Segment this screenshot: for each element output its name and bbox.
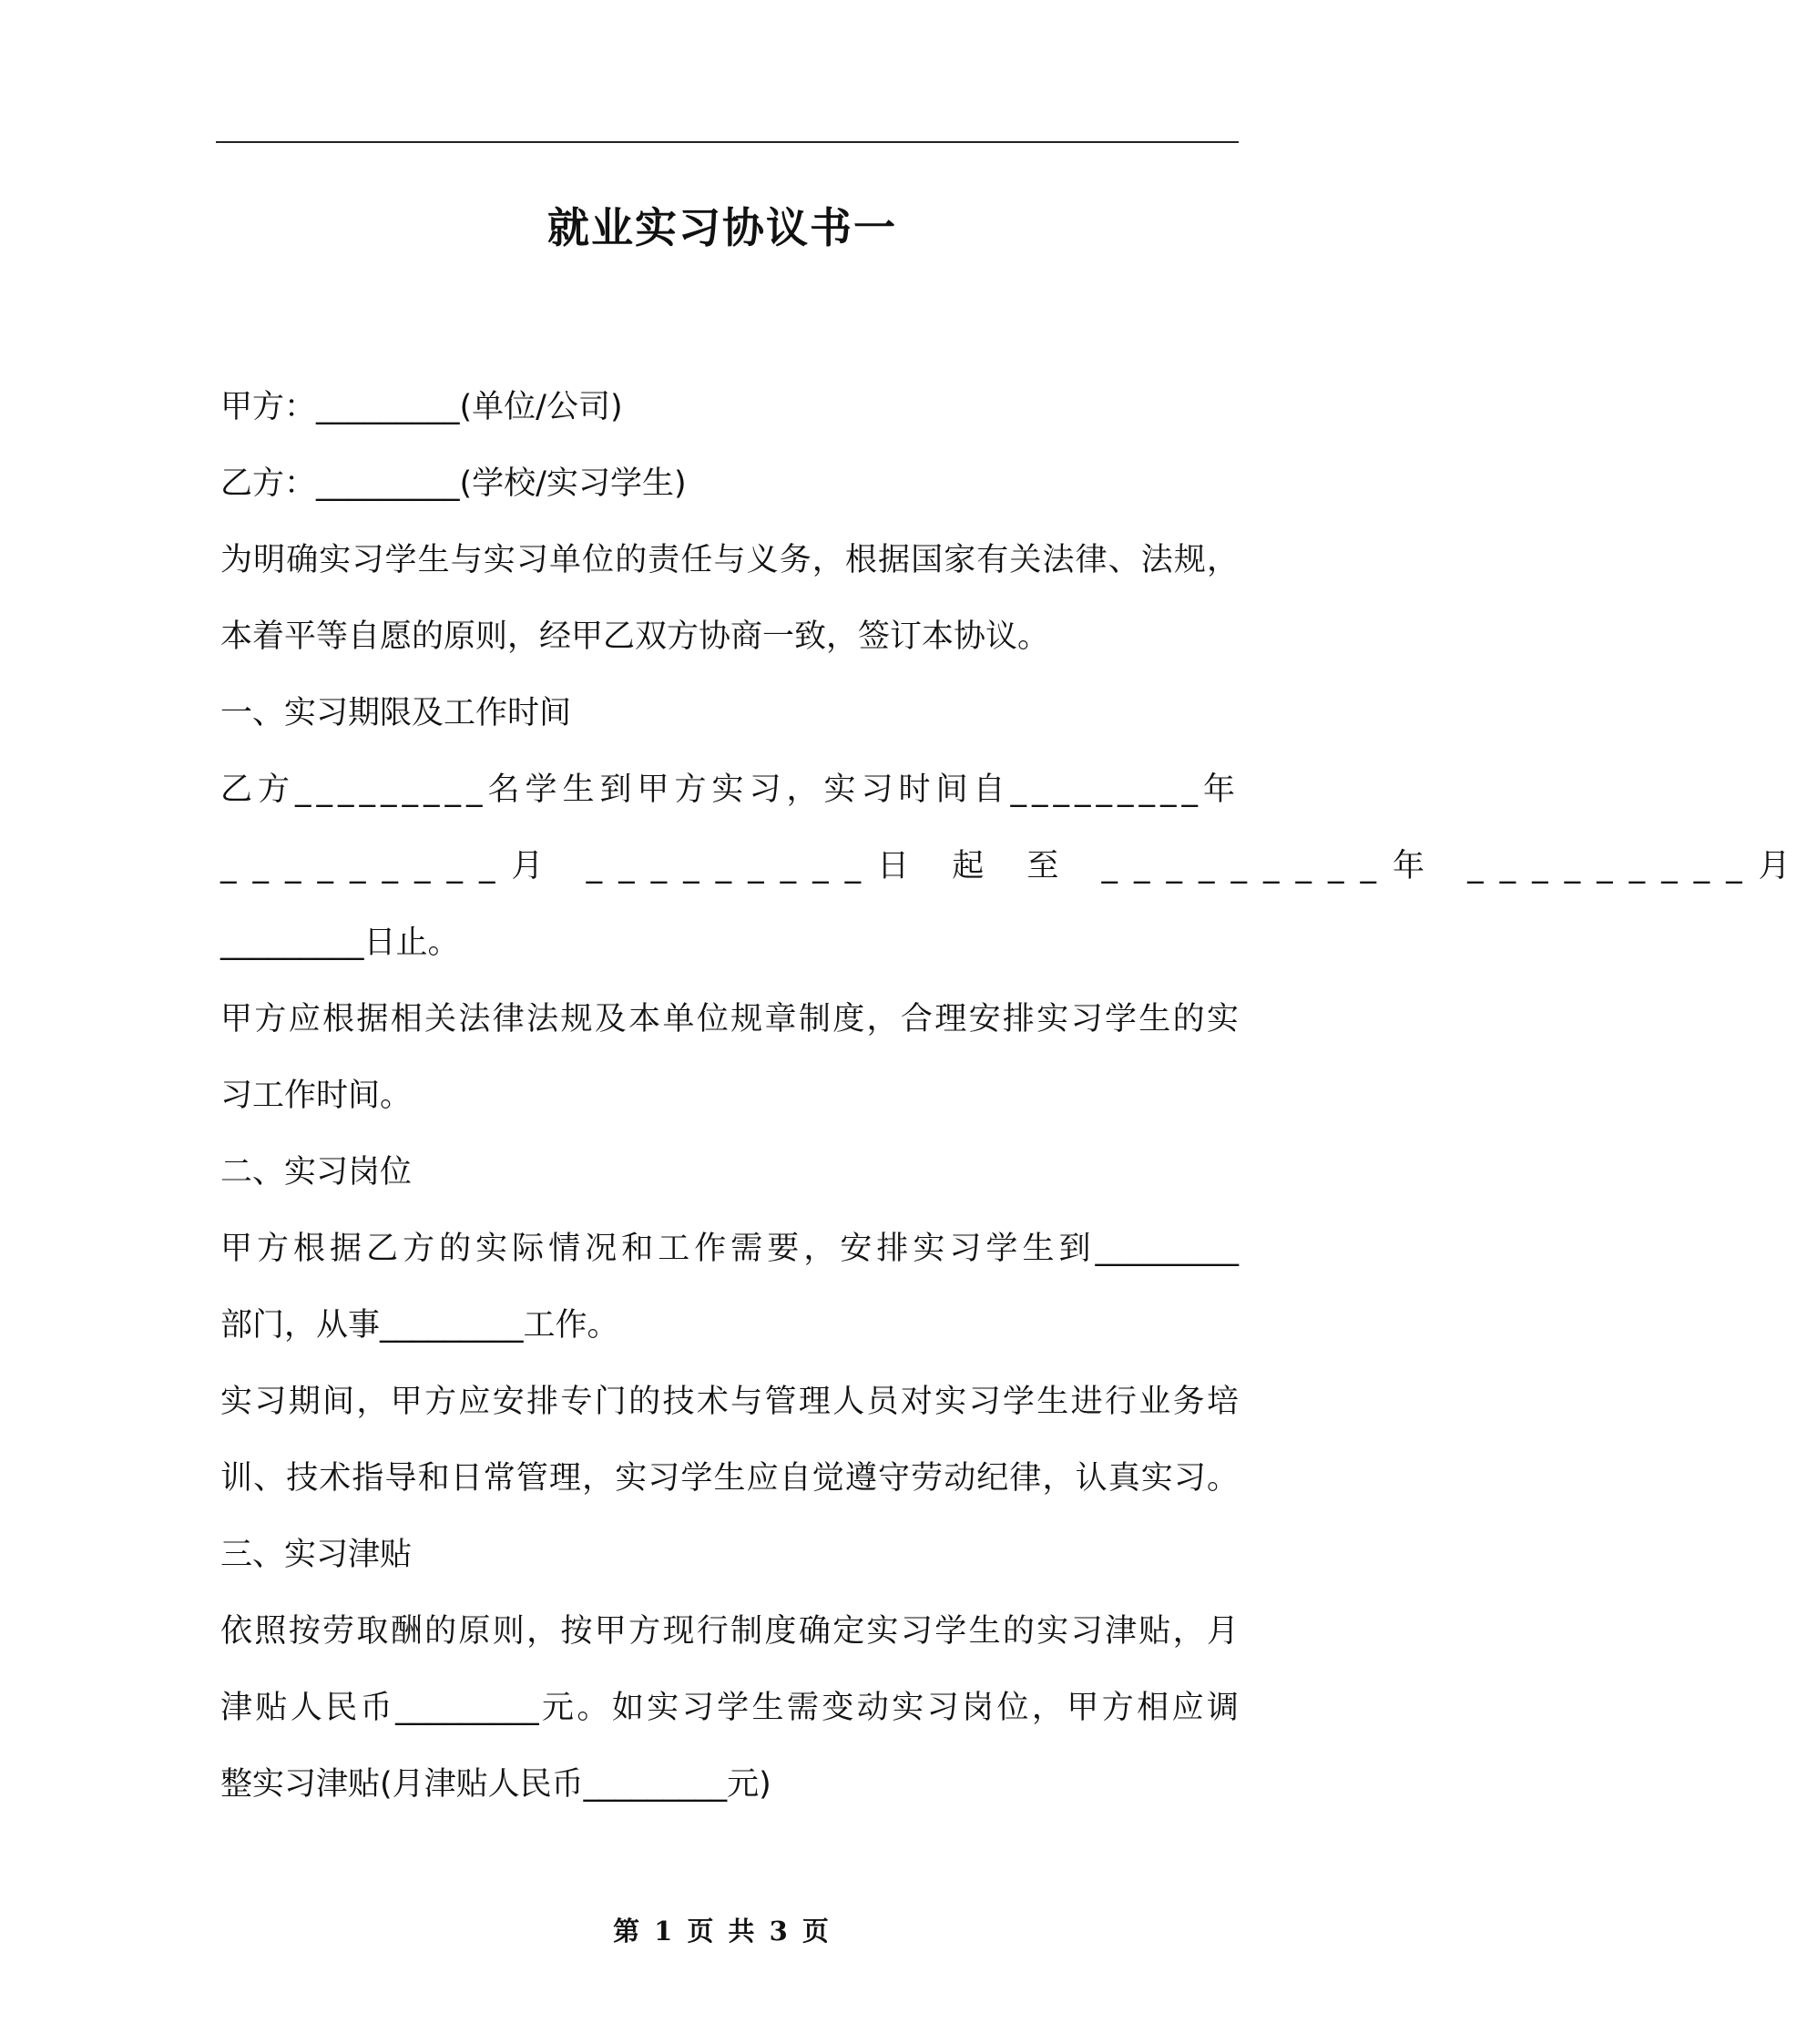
- paragraph-line: 习工作时间。: [220, 1078, 413, 1114]
- document-body: [220, 369, 1807, 1823]
- section-heading: 一、实习期限及工作时间: [220, 695, 572, 731]
- paragraph-line: 为明确实习学生与实习单位的责任与义务，根据国家有关法律、法规，: [220, 542, 1239, 578]
- party-a-line: 甲方：_________(单位/公司): [220, 389, 623, 425]
- section-heading: 三、实习津贴: [220, 1537, 413, 1573]
- document-title: 就业实习协议书一: [547, 203, 897, 252]
- header-rule: [216, 141, 1239, 143]
- paragraph-line: 训、技术指导和日常管理，实习学生应自觉遵守劳动纪律，认真实习。: [220, 1460, 1239, 1497]
- paragraph-line: _________日止。: [220, 925, 460, 961]
- section-heading: 二、实习岗位: [220, 1154, 413, 1191]
- paragraph-line: 实习期间，甲方应安排专门的技术与管理人员对实习学生进行业务培: [220, 1384, 1239, 1420]
- paragraph-line: _________月 _________日 起 至 _________年 _________月: [220, 848, 1807, 884]
- paragraph-line: 整实习津贴(月津贴人民币_________元): [220, 1766, 771, 1803]
- paragraph-line: 依照按劳取酬的原则，按甲方现行制度确定实习学生的实习津贴，月: [220, 1613, 1239, 1650]
- paragraph-line: 部门，从事_________工作。: [220, 1307, 619, 1344]
- page-number-footer: 第 1 页 共 3 页: [613, 1916, 832, 1947]
- paragraph-line: 本着平等自愿的原则，经甲乙双方协商一致，签订本协议。: [220, 618, 1050, 655]
- paragraph-line: 津贴人民币_________元。如实习学生需变动实习岗位，甲方相应调: [220, 1690, 1239, 1726]
- paragraph-line: 甲方根据乙方的实际情况和工作需要，安排实习学生到_________: [220, 1231, 1239, 1267]
- paragraph-line: 乙方_________名学生到甲方实习，实习时间自_________年: [220, 772, 1241, 808]
- paragraph-line: 甲方应根据相关法律法规及本单位规章制度，合理安排实习学生的实: [220, 1001, 1239, 1037]
- party-b-line: 乙方：_________(学校/实习学生): [220, 465, 687, 502]
